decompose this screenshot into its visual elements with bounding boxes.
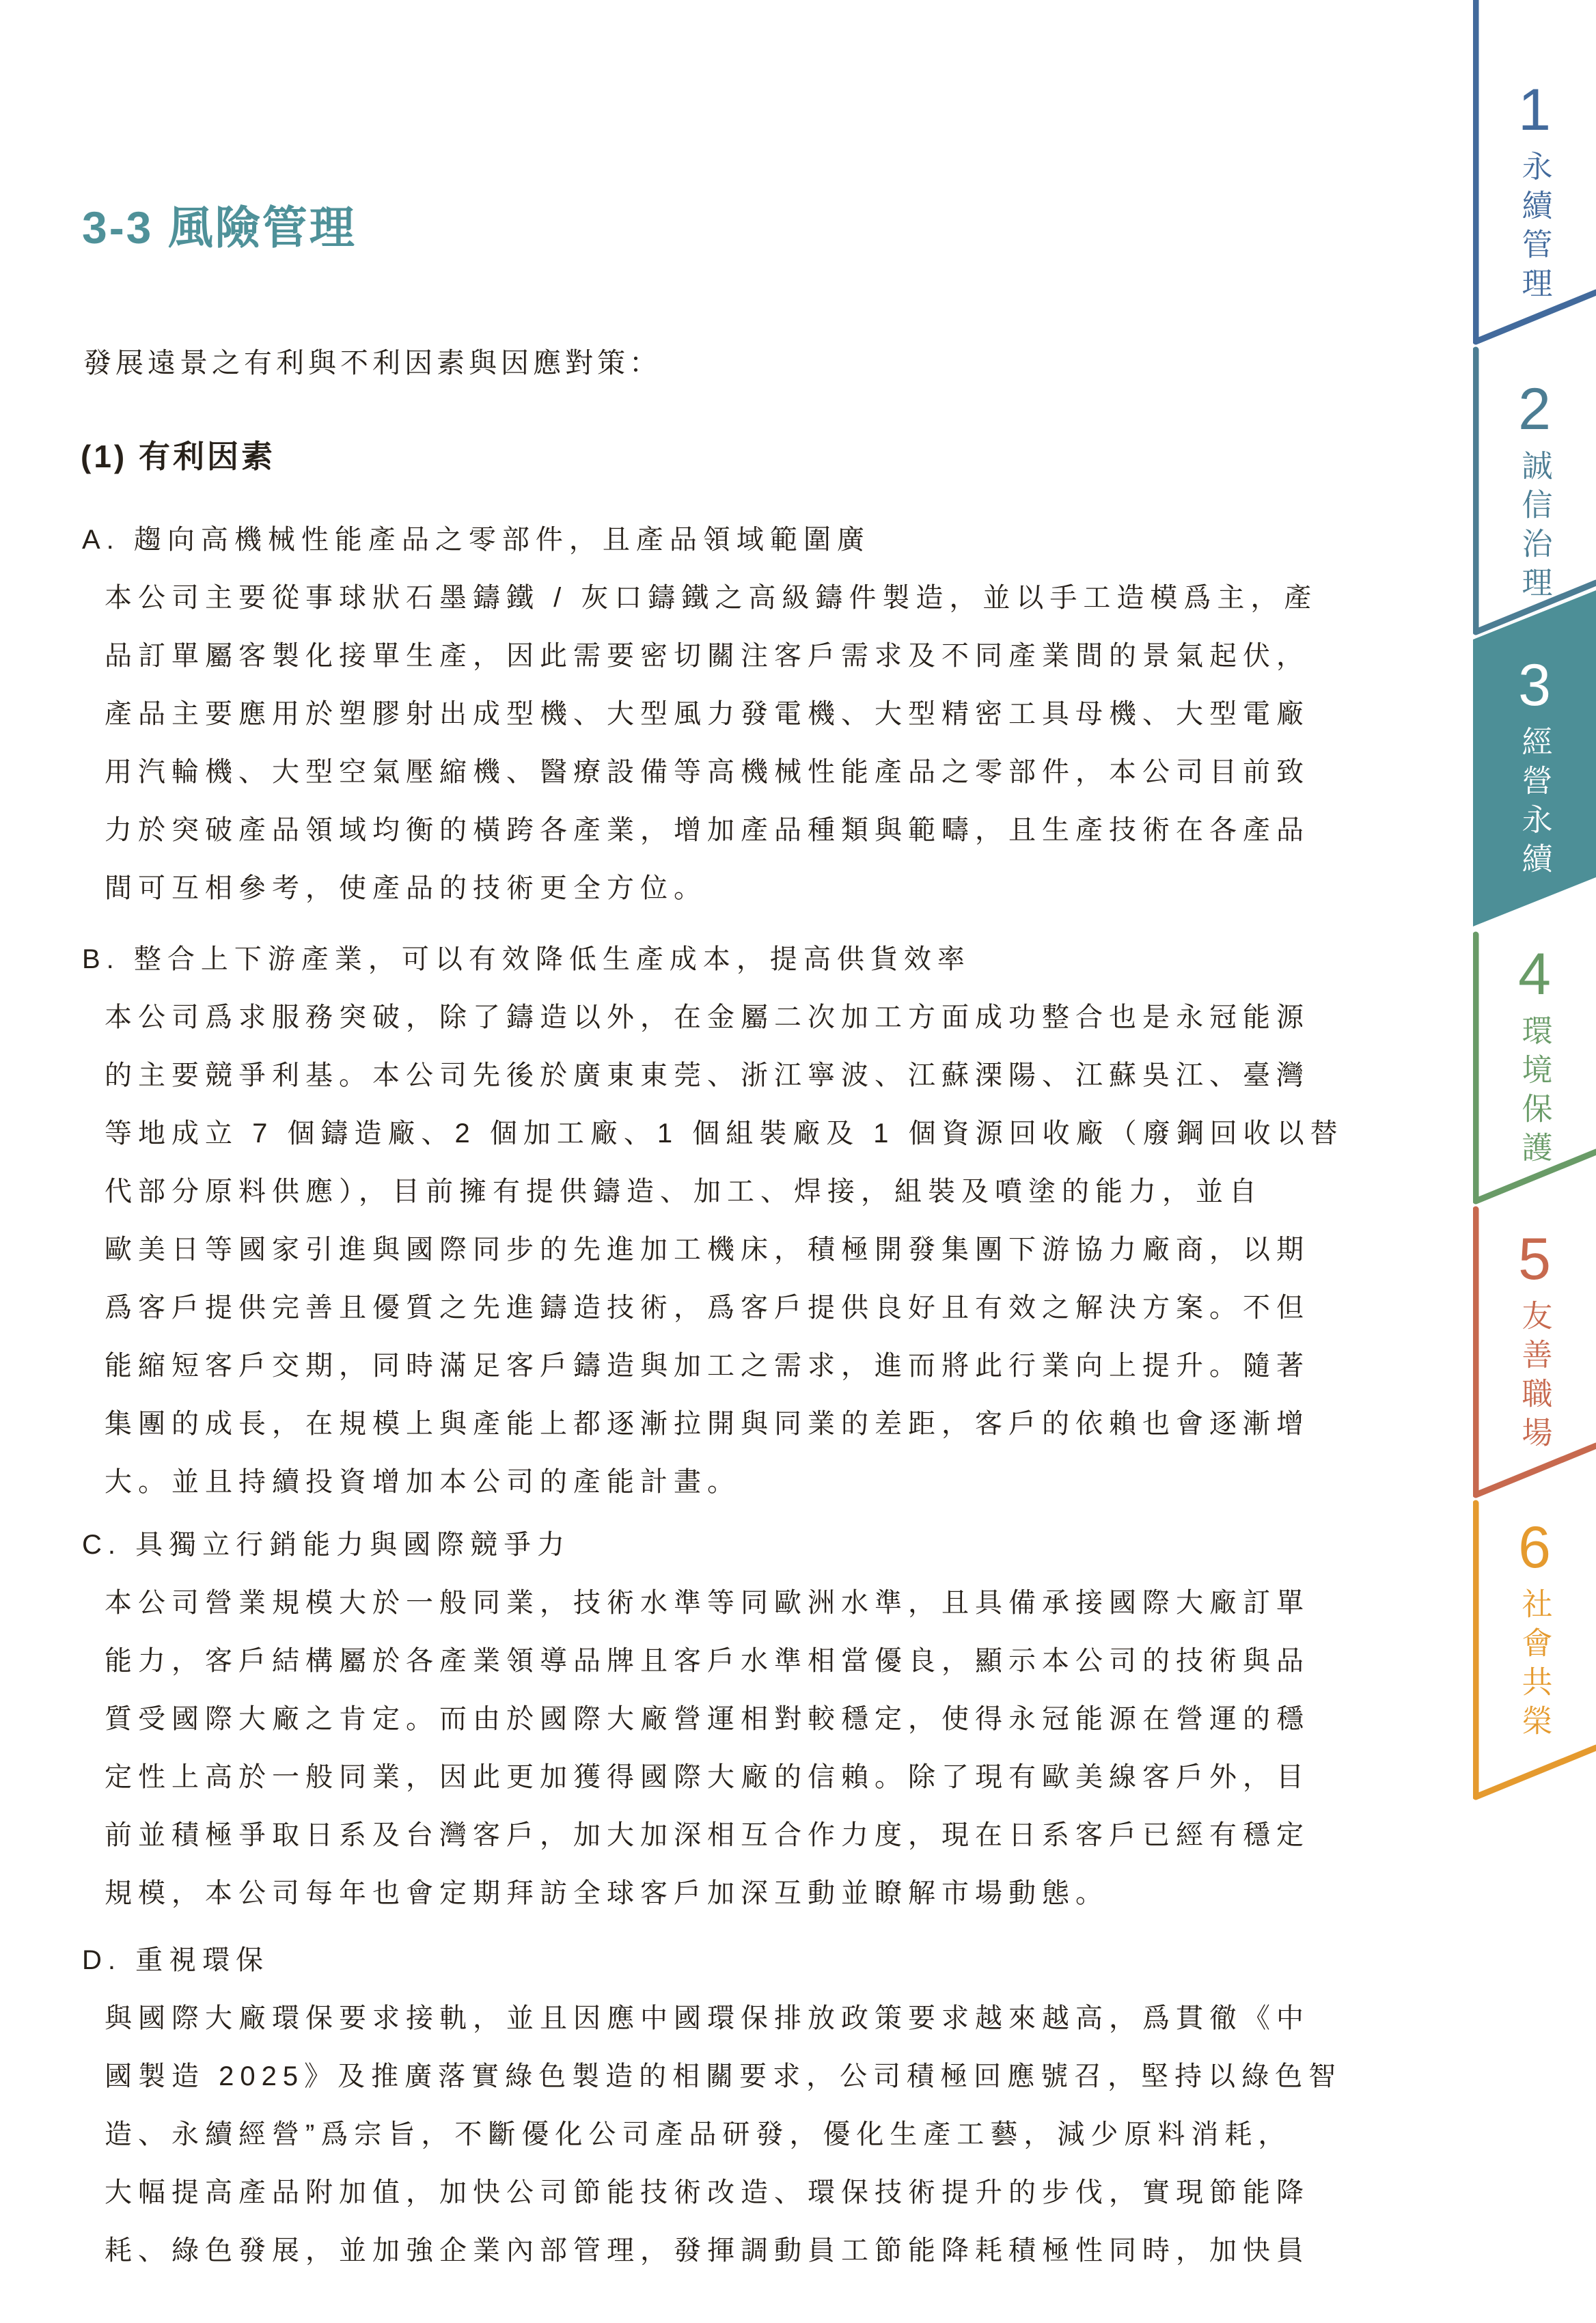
paragraph-line: 耗、綠色發展，並加強企業內部管理，發揮調動員工節能降耗積極性同時，加快員 <box>105 2236 1310 2266</box>
paragraph-line: 造、永續經營”爲宗旨，不斷優化公司產品研發，優化生產工藝，減少原料消耗， <box>105 2119 1292 2149</box>
section-b-heading: B. 整合上下游產業，可以有效降低生產成本，提高供貨效率 <box>82 944 971 974</box>
paragraph-line: 間可互相參考，使產品的技術更全方位。 <box>105 873 707 903</box>
sidebar-tab-friendly-workplace[interactable] <box>1473 1226 1596 1455</box>
paragraph-line: 定性上高於一般同業，因此更加獲得國際大廠的信賴。除了現有歐美線客戶外，目 <box>105 1762 1310 1792</box>
paragraph-line: 本公司主要從事球狀石墨鑄鐵 / 灰口鑄鐵之高級鑄件製造，並以手工造模爲主，產 <box>105 583 1318 613</box>
section-a-paragraph <box>82 569 1469 918</box>
chapter-tab-sidebar <box>1473 0 1596 1845</box>
section-d <box>82 1932 1469 2280</box>
paragraph-line: 大幅提高產品附加值，加快公司節能技術改造、環保技術提升的步伐，實現節能降 <box>105 2177 1310 2208</box>
paragraph-line: 爲客戶提供完善且優質之先進鑄造技術，爲客戶提供良好且有效之解決方案。不但 <box>105 1293 1310 1323</box>
tab-5-label: 友善職場 <box>1517 1300 1552 1455</box>
tab-3-number: 3 <box>1518 652 1551 718</box>
paragraph-line: 本公司營業規模大於一般同業，技術水準等同歐洲水準，且具備承接國際大廠訂單 <box>105 1588 1310 1618</box>
tab-5-number: 5 <box>1518 1226 1551 1292</box>
section-a <box>82 511 1469 918</box>
section-a-heading: A. 趨向高機械性能產品之零部件，且產品領域範圍廣 <box>82 525 870 555</box>
section-c-heading: C. 具獨立行銷能力與國際競爭力 <box>82 1530 571 1560</box>
paragraph-line: 質受國際大廠之肯定。而由於國際大廠營運相對較穩定，使得永冠能源在營運的穩 <box>105 1704 1310 1734</box>
section-c-paragraph <box>82 1574 1469 1923</box>
page-title: 3-3 風險管理 <box>82 202 357 253</box>
paragraph-line: 前並積極爭取日系及台灣客戶，加大加深相互合作力度，現在日系客戶已經有穩定 <box>105 1820 1310 1850</box>
tab-3-label: 經營永續 <box>1517 726 1552 881</box>
favorable-factors-heading: (1) 有利因素 <box>81 439 275 474</box>
section-b <box>82 931 1469 1511</box>
tab-6-number: 6 <box>1518 1515 1551 1580</box>
paragraph-line: 本公司爲求服務突破，除了鑄造以外，在金屬二次加工方面成功整合也是永冠能源 <box>105 1002 1310 1032</box>
paragraph-line: 產品主要應用於塑膠射出成型機、大型風力發電機、大型精密工具母機、大型電廠 <box>105 699 1310 729</box>
paragraph-line: 能力，客戶結構屬於各產業領導品牌且客戶水準相當優良，顯示本公司的技術與品 <box>105 1646 1310 1676</box>
tab-1-number: 1 <box>1518 77 1551 143</box>
section-c <box>82 1516 1469 1923</box>
tab-4-number: 4 <box>1518 941 1551 1007</box>
sidebar-tab-sustainable-operation-active[interactable] <box>1473 652 1596 881</box>
paragraph-line: 用汽輪機、大型空氣壓縮機、醫療設備等高機械性能產品之零部件，本公司目前致 <box>105 757 1310 787</box>
tab-2-number: 2 <box>1518 376 1551 442</box>
sidebar-tab-social-prosperity[interactable] <box>1473 1515 1596 1744</box>
paragraph-line: 與國際大廠環保要求接軌，並且因應中國環保排放政策要求越來越高，爲貫徹《中 <box>105 2003 1310 2033</box>
section-d-paragraph <box>82 1990 1469 2280</box>
paragraph-line: 集團的成長，在規模上與產能上都逐漸拉開與同業的差距，客戶的依賴也會逐漸增 <box>105 1409 1310 1439</box>
sidebar-tab-environmental-protection[interactable] <box>1473 941 1596 1170</box>
paragraph-line: 的主要競爭利基。本公司先後於廣東東莞、浙江寧波、江蘇溧陽、江蘇吳江、臺灣 <box>105 1060 1310 1090</box>
intro-text: 發展遠景之有利與不利因素與因應對策： <box>83 347 661 379</box>
paragraph-line: 能縮短客戶交期，同時滿足客戶鑄造與加工之需求，進而將此行業向上提升。隨著 <box>105 1351 1310 1381</box>
paragraph-line: 品訂單屬客製化接單生產，因此需要密切關注客戶需求及不同產業間的景氣起伏， <box>105 641 1310 671</box>
paragraph-line: 代部分原料供應），目前擁有提供鑄造、加工、焊接，組裝及噴塗的能力，並自 <box>105 1177 1263 1207</box>
section-d-heading: D. 重視環保 <box>82 1945 270 1975</box>
paragraph-line: 大。並且持續投資增加本公司的產能計畫。 <box>105 1467 741 1497</box>
paragraph-line: 歐美日等國家引進與國際同步的先進加工機床，積極開發集團下游協力廠商，以期 <box>105 1235 1310 1265</box>
sidebar-tab-sustainability-management[interactable] <box>1473 77 1596 306</box>
tab-4-label: 環境保護 <box>1517 1015 1552 1170</box>
sidebar-tab-integrity-governance[interactable] <box>1473 376 1596 605</box>
paragraph-line: 等地成立 7 個鑄造廠、2 個加工廠、1 個組裝廠及 1 個資源回收廠（廢鋼回收以替 <box>105 1118 1344 1149</box>
paragraph-line: 規模，本公司每年也會定期拜訪全球客戶加深互動並瞭解市場動態。 <box>105 1878 1109 1908</box>
paragraph-line: 國製造 2025》及推廣落實綠色製造的相關要求，公司積極回應號召，堅持以綠色智 <box>105 2061 1343 2091</box>
section-b-paragraph <box>82 989 1469 1511</box>
tab-1-label: 永續管理 <box>1517 150 1552 306</box>
paragraph-line: 力於突破產品領域均衡的橫跨各產業，增加產品種類與範疇，且生產技術在各產品 <box>105 815 1310 845</box>
tab-6-label: 社會共榮 <box>1517 1588 1552 1744</box>
tab-2-label: 誠信治理 <box>1517 450 1552 605</box>
